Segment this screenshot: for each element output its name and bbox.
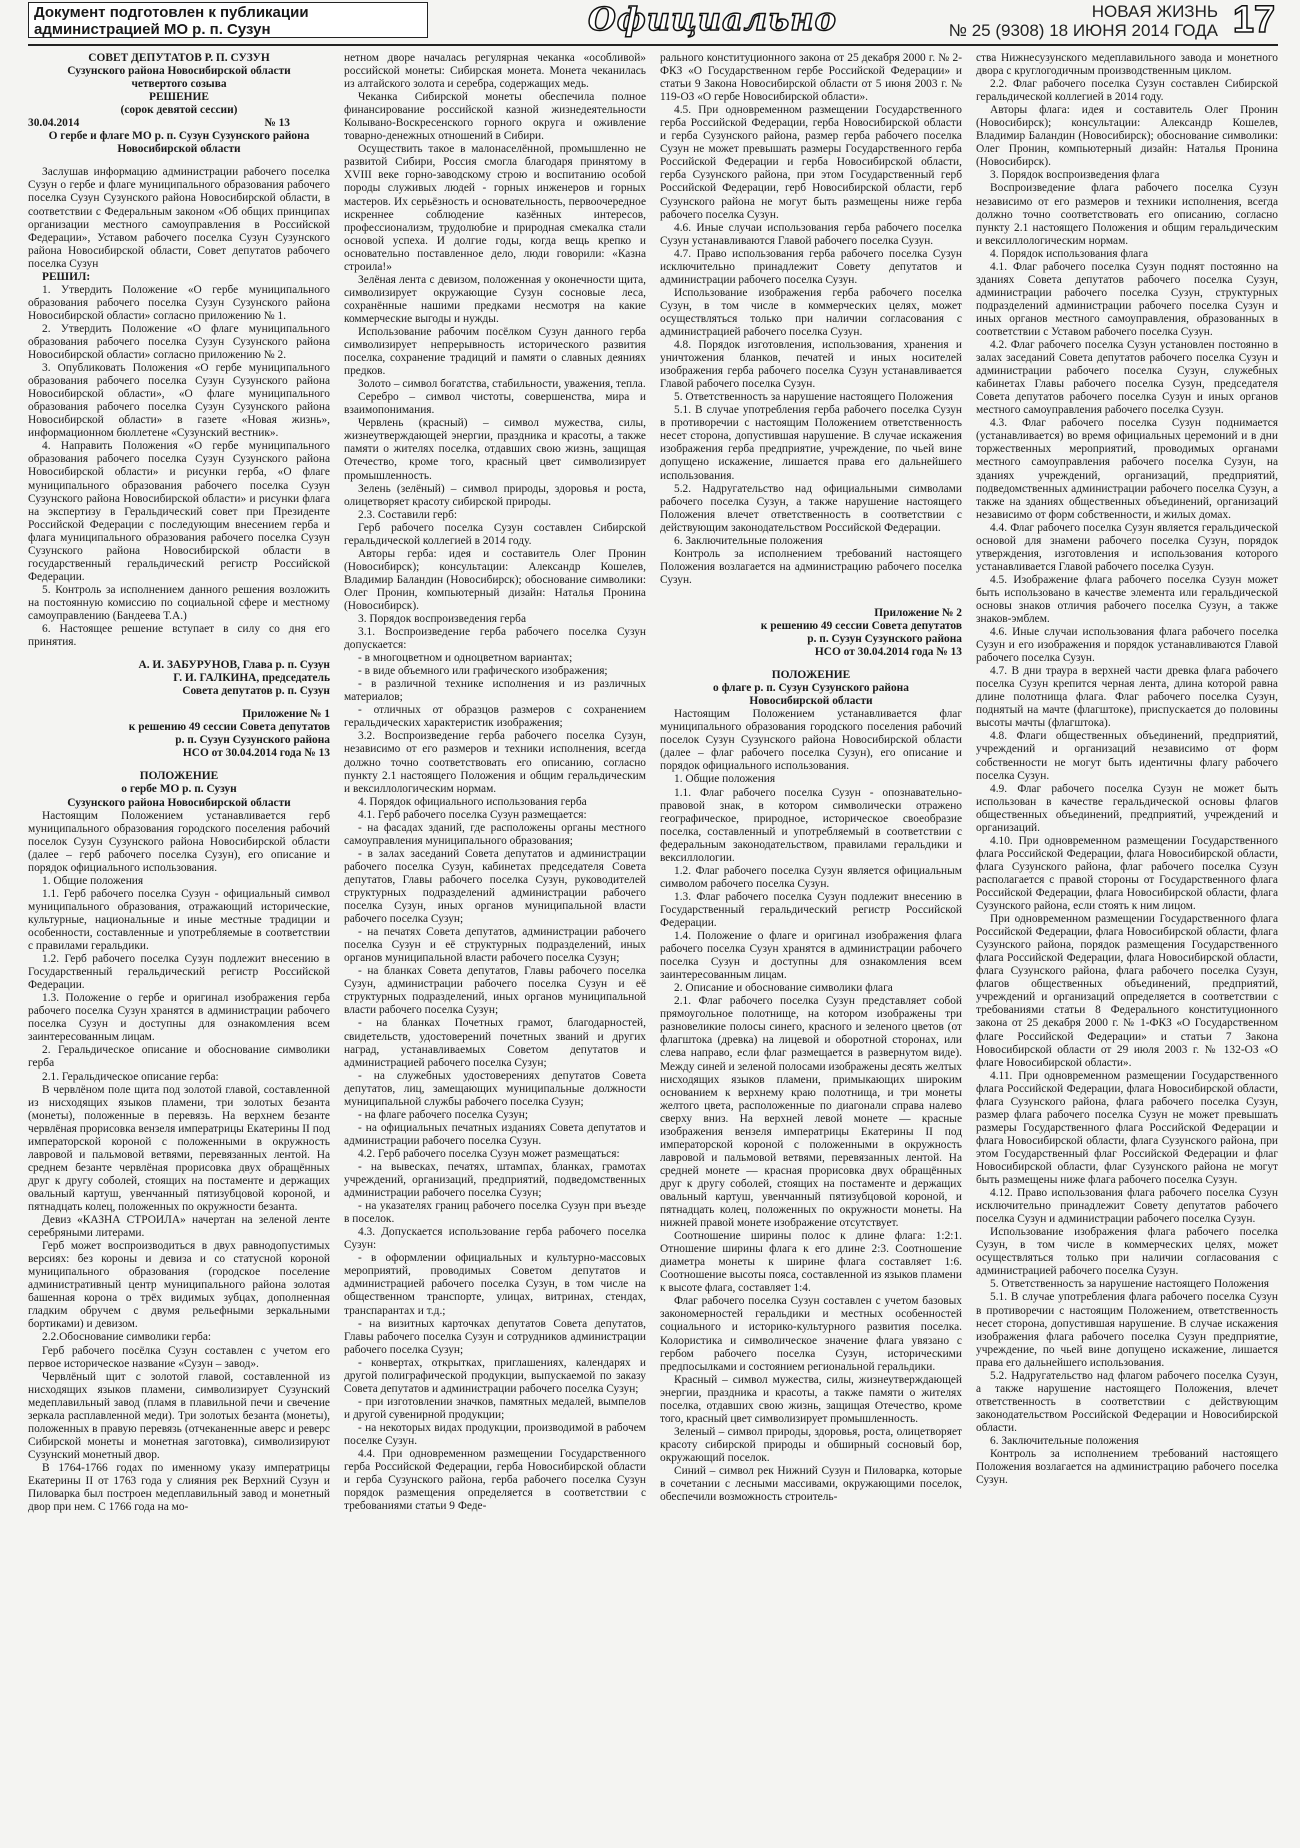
regulation-heading: ПОЛОЖЕНИЕ bbox=[771, 669, 851, 682]
paragraph: 4.2. Герб рабочего поселка Сузун может размещаться: bbox=[358, 1147, 620, 1160]
paragraph: 2.2.Обоснование символики герба: bbox=[42, 1331, 212, 1344]
paragraph: 5.2. Надругательство над флагом рабочего поселка Сузун, а также нарушение настоящего Положения, влечет ответственность в соответствии с действующим законодательством Российской Федерации и Новосибирской области. bbox=[976, 1369, 1278, 1434]
regulation-subtitle: о гербе МО р. п. Сузун bbox=[121, 783, 237, 796]
section-heading: 3. Порядок воспроизведения флага bbox=[990, 169, 1160, 182]
paragraph: Заслушав информацию администрации рабочего поселка Сузун о гербе и флаге муниципального образования рабочего поселка Сузун Сузунского района Новосибирской области, в соответствии с Федеральным законом «Об общих принципах организации местного самоуправления в Российской Федерации», Уставом рабочего поселка Сузун Сузунского района Новосибирской области, Совет депутатов рабочего поселка Сузун bbox=[28, 166, 330, 270]
paragraph: Авторы герба: идея и составитель Олег Пронин (Новосибирск); консультации: Александр Кошелев, Владимир Баландин (Новосибирск); обоснование символики: Олег Пронин, компьютерный дизайн: Наталья Пронина (Новосибирск). bbox=[344, 547, 646, 612]
paragraph: 2.2. Флаг рабочего поселка Сузун составлен Сибирской геральдической коллегией в 2014 году. bbox=[976, 78, 1278, 104]
section-heading: 1. Общие положения bbox=[42, 874, 144, 887]
paragraph: Золото – символ богатства, стабильности, уважения, тепла. bbox=[358, 378, 646, 391]
signature-head: А. И. ЗАБУРУНОВ, Глава р. п. Сузун bbox=[138, 659, 330, 672]
appendix-label: Приложение № 1 bbox=[242, 708, 330, 721]
paragraph: 4.5. Изображение флага рабочего поселка Сузун может быть использовано в качестве элемента или геральдической основы знаков отличия рабочего поселка Сузун, а также знаков-эмблем. bbox=[976, 573, 1278, 626]
section-heading: 2. Геральдическое описание и обоснование символики герба bbox=[28, 1044, 330, 1070]
list-item: - при изготовлении значков, памятных медалей, вымпелов и другой сувенирной продукции; bbox=[344, 1395, 646, 1421]
list-item: - на фасадах зданий, где расположены органы местного самоуправления муниципального образования; bbox=[344, 821, 646, 847]
paragraph: Зелёная лента с девизом, положенная у оконечности щита, символизирует окружающие Сузун сосновые леса, сохранённые нашими предками несмотря на какие коммерческие выгоды и нужды. bbox=[344, 273, 646, 325]
paragraph: Настоящим Положением устанавливается флаг муниципального образования городского поселения рабочий поселок Сузун Сузунского района Новосибирской области (далее – флаг рабочего поселка Сузун), его описание и порядок официального использования. bbox=[660, 708, 962, 773]
paragraph: Зеленый – символ природы, здоровья, роста, олицетворяет красоту сибирской природы и обширный сосновый бор, окружающий поселок. bbox=[660, 1425, 962, 1464]
paragraph: 1.3. Положение о гербе и оригинал изображения герба рабочего поселка Сузун хранятся в администрации рабочего поселка Сузун и доступны для ознакомления всем заинтересованным лицам. bbox=[28, 992, 330, 1044]
paragraph: Серебро – символ чистоты, совершенства, мира и взаимопонимания. bbox=[344, 391, 646, 417]
paragraph: 2.1. Флаг рабочего поселка Сузун представляет собой прямоугольное полотнище, на котором изображены три разновеликие полосы синего, красного и зеленого цветов (от флагштока (древка) на лицевой и оборотной сторонах, или слева направо, если флаг размещается в развернутом виде). Между синей и зеленой полосами изображены десять желтых нисходящих языков пламени, примыкающих широким основанием к верхнему краю полотнища, и три монеты желтого цвета, расположенные по диагонали справа налево сверху вниз. На верхней левой монете — красные изображения вензеля императрицы Екатерины II под императорской короной с положенными в окружность лавровой и пальмовой ветвями, перевязанных лентой. На средней монете — красная прорисовка двух обращённых друг к другу соболей, стоящих на постаменте и держащих овальный картуш, увенчанный пятизубцовой короной, и пятнадцать колец, положенных по окружности монеты. На нижней правой монете изображение отсутствует. bbox=[660, 995, 962, 1230]
list-item: - на визитных карточках депутатов Совета депутатов, Главы рабочего поселка Сузун и сотрудников администрации рабочего поселка Сузун; bbox=[344, 1317, 646, 1356]
paragraph: Девиз «КАЗНА СТРОИЛА» начертан на зеленой ленте серебряными литерами. bbox=[28, 1214, 330, 1240]
paragraph: нетном дворе началась регулярная чеканка «особливой» российской монеты: Сибирская монета. Монета чеканилась из алтайского золота и серебра, содержащих медь. bbox=[344, 52, 646, 91]
paragraph: 4.2. Флаг рабочего поселка Сузун установлен постоянно в залах заседаний Совета депутатов рабочего поселка Сузун и администрации рабочего поселка Сузун, служебных кабинетах Главы рабочего поселка Сузун, председателя Совета депутатов рабочего поселка Сузун и иных органов местного самоуправления рабочего поселка Сузун. bbox=[976, 339, 1278, 417]
paragraph: Использование рабочим посёлком Сузун данного герба символизирует непрерывность исторического развития поселка, сохранение традиций и памяти о славных деяниях предков. bbox=[344, 325, 646, 378]
paragraph: 3. Опубликовать Положения «О гербе муниципального образования рабочего поселка Сузун Сузунского района Новосибирской области», «О флаге муниципального образования рабочего поселка Сузун Сузунского района Новосибирской области» в газете «Новая жизнь», информационном бюллетене «Сузунский вестник». bbox=[28, 362, 330, 440]
column-1 bbox=[28, 52, 330, 1840]
paragraph: Воспроизведение флага рабочего поселка Сузун независимо от его размеров и техники исполнения, всегда должно точно соответствовать его описанию, согласно пункту 2.1 настоящего Положения и общим геральдическим и вексиллологическим нормам. bbox=[976, 182, 1278, 247]
paragraph: 4.4. Флаг рабочего поселка Сузун является геральдической основой для знамени рабочего поселка Сузун, порядок утверждения, изготовления и использования которого устанавливается Главой рабочего поселка Сузун. bbox=[976, 521, 1278, 573]
paragraph: 4.3. Флаг рабочего поселка Сузун поднимается (устанавливается) во время официальных церемоний и в дни торжественных мероприятий, проводимых органами местного самоуправления рабочего поселка Сузун, на зданиях учреждений, организаций, предприятий, подведомственных администрации рабочего поселка Сузун, а также на зданиях общественных объединений, организаций независимо от форм собственности, и жилых домах. bbox=[976, 417, 1278, 521]
section-heading: 5. Ответственность за нарушение настоящего Положения bbox=[990, 1278, 1270, 1291]
list-item: - на бланках Почетных грамот, благодарностей, свидетельств, удостоверений почетных званий и других наград, устанавливаемых Советом депутатов и администрацией рабочего поселка Сузун; bbox=[344, 1017, 646, 1069]
appendix-ref: р. п. Сузун Сузунского района bbox=[175, 734, 330, 747]
paragraph: 1.2. Герб рабочего поселка Сузун подлежит внесению в Государственный геральдический регистр Российской Федерации. bbox=[28, 953, 330, 992]
section-title: Официально bbox=[588, 0, 837, 38]
signature-chair: Г. И. ГАЛКИНА, председатель bbox=[173, 672, 330, 685]
session-label: (сорок девятой сессии) bbox=[120, 104, 238, 117]
paragraph: Контроль за исполнением требований настоящего Положения возлагается на администрацию рабочего поселка Сузун. bbox=[660, 547, 962, 586]
paragraph: 4.10. При одновременном размещении Государственного флага Российской Федерации, флага Новосибирской области, флага Сузунского района, флаг рабочего поселка Сузун располагается с правой стороны от Государственного флага Российской Федерации, флага Новосибирской области, флага Сузунского района, если стоять к ним лицом. bbox=[976, 834, 1278, 913]
appendix-label: Приложение № 2 bbox=[874, 606, 962, 619]
list-item: - на бланках Совета депутатов, Главы рабочего поселка Сузун, администрации рабочего поселка Сузун и её структурных подразделений, иных органов муниципальной власти рабочего поселка Сузун; bbox=[344, 965, 646, 1017]
section-heading: 6. Заключительные положения bbox=[674, 534, 823, 547]
paragraph: 1.1. Флаг рабочего поселка Сузун - опознавательно-правовой знак, в котором символически отражено географическое, природное, историческое своеобразие поселка, составленный и употребляемый в соответствии с федеральным законодательством, правилами геральдики и вексиллологии. bbox=[660, 786, 962, 864]
page-number: 17 bbox=[1232, 0, 1276, 41]
paragraph: 1.4. Положение о флаге и оригинал изображения флага рабочего поселка Сузун хранятся в администрации рабочего поселка Сузун и доступны для ознакомления всем заинтересованным лицам. bbox=[660, 930, 962, 982]
section-heading: 4. Порядок использования флага bbox=[990, 247, 1149, 260]
decision-title: О гербе и флаге МО р. п. Сузун Сузунского района Новосибирской области bbox=[48, 130, 310, 156]
paragraph: 4.8. Порядок изготовления, использования, хранения и уничтожения бланков, печатей и иных носителей изображения герба рабочего поселка Сузун устанавливается Главой рабочего поселка Сузун. bbox=[660, 339, 962, 391]
regulation-subtitle: Новосибирской области bbox=[749, 695, 873, 708]
paragraph: 1.3. Флаг рабочего поселка Сузун подлежит внесению в Государственный геральдический регистр Российской Федерации. bbox=[660, 890, 962, 929]
paragraph: При одновременном размещении Государственного флага Российской Федерации, флага Новосибирской области, флага Сузунского района, порядок размещения Государственного флага Российской Федерации, флага Новосибирской области, флага Сузунского района, флага рабочего поселка Сузун, флагов общественных объединений, предприятий, учреждений и организаций определяется в соответствии с требованиями статьи 8 Федерального конституционного закона от 25 декабря 2000 г. № 1-ФКЗ «О Государственном флаге Российской Федерации» и статьи 7 Закона Новосибирской области от 29 июля 2003 г. № 132-ОЗ «О флаге Новосибирской области». bbox=[976, 913, 1278, 1069]
paragraph: 4.1. Герб рабочего поселка Сузун размещается: bbox=[358, 808, 587, 821]
paragraph: 5.1. В случае употребления герба рабочего поселка Сузун в противоречии с настоящим Положением ответственность несет сторона, допустившая нарушение. В случае искажения изображения герба предприятие, учреждение, по чьей вине допущено искажение, лишается права его дальнейшего использования. bbox=[660, 404, 962, 482]
list-item: - в залах заседаний Совета депутатов и администрации рабочего поселка Сузун, кабинетах председателя Совета депутатов, Главы рабочего поселка Сузун, руководителей структурных подразделений администрации рабочего поселка Сузун, иных органов муниципальной власти рабочего поселка Сузун; bbox=[344, 847, 646, 926]
regulation-heading: ПОЛОЖЕНИЕ bbox=[139, 770, 219, 783]
article-columns bbox=[28, 52, 1278, 1840]
newspaper-name: НОВАЯ ЖИЗНЬ bbox=[1091, 2, 1218, 21]
regulation-subtitle: Сузунского района Новосибирской области bbox=[67, 796, 291, 809]
paragraph: 4.6. Иные случаи использования флага рабочего поселка Сузун и его изображения и порядок устанавливаются Главой рабочего поселка Сузун. bbox=[976, 626, 1278, 665]
column-4 bbox=[976, 52, 1278, 1840]
paragraph: В червлёном поле щита под золотой главой, составленной из нисходящих языков пламени, три золотых безанта (монеты), положенные в перевязь. На верхнем безанте червлёная прорисовка вензеля императрицы Екатерины II под императорской короной с положенными в окружность лавровой и пальмовой ветвями, перевязанных лентой. На среднем безанте червлёная прорисовка двух обращённых друг к другу соболей, стоящих на постаменте и держащих овальный картуш, увенчанный пятизубцовой короной, и пятнадцать колец, положенных по окружности безанта. bbox=[28, 1083, 330, 1213]
list-item: - на флаге рабочего поселка Сузун; bbox=[358, 1108, 529, 1121]
paragraph: 2.1. Геральдическое описание герба: bbox=[42, 1070, 219, 1083]
appendix-ref: НСО от 30.04.2014 года № 13 bbox=[182, 747, 330, 760]
appendix-ref: к решению 49 сессии Совета депутатов bbox=[128, 721, 330, 734]
paragraph: Осуществить такое в малонаселённой, промышленно не развитой Сибири, Россия смогла благодаря принятому в XVIII веке горно-заводскому строю и воспитанию особой породы служивых людей - горных инженеров и горных мастеров. Их серьёзность и основательность, первоочередное искреннее соблюдение казённых интересов, профессионализм, трудолюбие и природная смекалка стали основой успеха. И долгие годы, когда вещь крепко и основательно поставленное дело, люди говорили: «Казна строила!» bbox=[344, 143, 646, 273]
paragraph: 4. Направить Положения «О гербе муниципального образования рабочего поселка Сузун Сузунского района Новосибирской области» и рисунки герба, «О флаге муниципального образования рабочего поселка Сузун Сузунского района Новосибирской области» и рисунки флага на экспертизу в Геральдический совет при Президенте Российской Федерации с последующим внесением герба и флага муниципального образования рабочего поселка Сузун Сузунского района Новосибирской области в государственный геральдический регистр Российской Федерации. bbox=[28, 440, 330, 583]
paragraph: Использование изображения герба рабочего поселка Сузун, в том числе в коммерческих целях, может осуществляться только при наличии согласования с администрацией рабочего поселка Сузун. bbox=[660, 286, 962, 338]
issue-info bbox=[949, 2, 1218, 40]
paragraph: Чеканка Сибирской монеты обеспечила полное финансирование российской казной жизнедеятельности Колывано-Воскресенского горного округа и оживление товарно-денежных отношений в Сибири. bbox=[344, 91, 646, 143]
paragraph: 4.1. Флаг рабочего поселка Сузун поднят постоянно на зданиях Совета депутатов рабочего поселка Сузун, администрации рабочего поселка Сузун, структурных подразделений администрации рабочего поселка Сузун и иных органов местного самоуправления, образованных в соответствии с Уставом рабочего поселка Сузун. bbox=[976, 260, 1278, 338]
paragraph: 3.2. Воспроизведение герба рабочего поселка Сузун, независимо от его размеров и техники исполнения, всегда должно точно соответствовать его описанию, согласно пункту 2.1 настоящего Положения и общим геральдическим и вексиллологическим нормам. bbox=[344, 730, 646, 795]
paragraph: 2. Утвердить Положение «О флаге муниципального образования рабочего поселка Сузун Сузунского района Новосибирской области» согласно приложению № 2. bbox=[28, 322, 330, 362]
resolved-heading: РЕШИЛ: bbox=[42, 270, 91, 283]
list-item: - отличных от образцов размеров с сохранением геральдических характеристик изображения; bbox=[344, 704, 646, 730]
paragraph: Зелень (зелёный) – символ природы, здоровья и роста, олицетворяет красоту сибирской природы. bbox=[344, 482, 646, 508]
decision-meta bbox=[28, 117, 330, 130]
signature-council: Совета депутатов р. п. Сузун bbox=[182, 685, 330, 698]
page-header bbox=[28, 0, 1278, 46]
paragraph: 1.1. Герб рабочего поселка Сузун - официальный символ муниципального образования, отражающий исторические, культурные, национальные и иные местные традиции и особенности, составленные и употребляемые в соответствии с правилами геральдики. bbox=[28, 887, 330, 953]
paragraph: Авторы флага: идея и составитель Олег Пронин (Новосибирск); консультации: Александр Кошелев, Владимир Баландин (Новосибирск); обоснование символики: Олег Пронин, компьютерный дизайн: Наталья Пронина (Новосибирск). bbox=[976, 104, 1278, 169]
paragraph: Контроль за исполнением требований настоящего Положения возлагается на администрацию рабочего поселка Сузун. bbox=[976, 1448, 1278, 1487]
paragraph: Соотношение ширины полос к длине флага: 1:2:1. Отношение ширины флага к его длине 2:3. Соотношение диаметра монеты к ширине флага составляет 1:6. Соотношение высоты пояса, составленной из языков пламени к высоте флага, составляет 1:4. bbox=[660, 1230, 962, 1295]
section-heading: 6. Заключительные положения bbox=[990, 1434, 1139, 1447]
district-name: Сузунского района Новосибирской области bbox=[67, 65, 291, 78]
paragraph: 5. Контроль за исполнением данного решения возложить на постоянную комиссию по социальной сфере и местному самоуправлению (Бандеева Т.А.) bbox=[28, 583, 330, 622]
list-item: - конвертах, открытках, приглашениях, календарях и другой полиграфической продукции, выпускаемой по заказу Совета депутатов и администрации рабочего поселка Сузун; bbox=[344, 1356, 646, 1395]
paragraph: Использование изображения флага рабочего поселка Сузун, в том числе в коммерческих целях, может осуществляться только при наличии согласования с администрацией рабочего поселка Сузун. bbox=[976, 1226, 1278, 1278]
list-item: - на печатях Совета депутатов, администрации рабочего поселка Сузун и её структурных подразделений, иных органов муниципальной власти рабочего поселка Сузун; bbox=[344, 926, 646, 965]
section-heading: 2. Описание и обоснование символики флага bbox=[674, 982, 893, 995]
list-item: - в оформлении официальных и культурно-массовых мероприятий, проводимых Советом депутатов и администрацией рабочего поселка Сузун, в том числе на общественном транспорте, улицах, витринах, стендах, транспарантах и т.д.; bbox=[344, 1252, 646, 1317]
paragraph: 2.3. Составили герб: bbox=[358, 508, 458, 521]
convocation: четвертого созыва bbox=[131, 78, 227, 91]
paragraph: Синий – символ рек Нижний Сузун и Пиловарка, которые в сочетании с лесными массивами, окружающими поселок, обеспечили возможность строитель- bbox=[660, 1464, 962, 1504]
section-heading: 3. Порядок воспроизведения герба bbox=[358, 613, 527, 626]
section-heading: 1. Общие положения bbox=[674, 773, 776, 786]
paragraph: 5.2. Надругательство над официальными символами рабочего поселка Сузун, а также нарушение настоящего Положения влечет ответственность в соответствии с действующим законодательством Российской Федерации. bbox=[660, 482, 962, 534]
paragraph: 4.5. При одновременном размещении Государственного герба Российской Федерации, герба Новосибирской области и герба Сузунского района, размер герба рабочего поселка Сузун не может превышать размеры Государственного герба Российской Федерации и герба Новосибирской области, герба Сузунского района, при этом Государственный герб Российской Федерации, герб Новосибирской области, герб Сузунского района не могут быть размещены ниже герба рабочего поселка Сузун. bbox=[660, 104, 962, 221]
list-item: - в виде объемного или графического изображения; bbox=[358, 665, 608, 678]
paragraph: 4.12. Право использования флага рабочего поселка Сузун исключительно принадлежит Совету депутатов рабочего поселка Сузун и администрации рабочего поселка Сузун. bbox=[976, 1187, 1278, 1226]
section-heading: 5. Ответственность за нарушение настоящего Положения bbox=[674, 391, 954, 404]
decision-number: № 13 bbox=[264, 117, 290, 130]
appendix-ref: р. п. Сузун Сузунского района bbox=[807, 633, 962, 646]
publication-note: Документ подготовлен к публикации администрацией МО р. п. Сузун bbox=[28, 2, 428, 38]
decision-date: 30.04.2014 bbox=[28, 117, 80, 130]
paragraph: 4.4. При одновременном размещении Государственного герба Российской Федерации, герба Новосибирской области и герба Сузунского района, герба рабочего поселка Сузун порядок размещения определяется в соответствии с требованиями статьи 9 Феде- bbox=[344, 1448, 646, 1513]
appendix-ref: к решению 49 сессии Совета депутатов bbox=[760, 619, 962, 632]
list-item: - в различной технике исполнения и из различных материалов; bbox=[344, 678, 646, 704]
paragraph: Настоящим Положением устанавливается герб муниципального образования городского поселения рабочий поселок Сузун Сузунского района Новосибирской области (далее – герб рабочего поселка Сузун), его описание и порядок официального использования. bbox=[28, 809, 330, 874]
section-heading: 4. Порядок официального использования герба bbox=[358, 795, 587, 808]
appendix-ref: НСО от 30.04.2014 года № 13 bbox=[814, 646, 962, 659]
regulation-subtitle: о флаге р. п. Сузун Сузунского района bbox=[713, 682, 909, 695]
council-name: СОВЕТ ДЕПУТАТОВ Р. П. СУЗУН bbox=[88, 52, 270, 64]
list-item: - на служебных удостоверениях депутатов Совета депутатов, лиц, замещающих муниципальные должности муниципальной службы рабочего поселка Сузун; bbox=[344, 1069, 646, 1108]
paragraph: Флаг рабочего поселка Сузун составлен с учетом базовых закономерностей геральдики и местных особенностей социального и историко-культурного развития поселка. Колористика и символическое значение флага увязано с гербом рабочего поселка Сузун, историческими предпосылками и состоянием региональной геральдики. bbox=[660, 1295, 962, 1373]
paragraph: 4.9. Флаг рабочего поселка Сузун не может быть использован в качестве геральдической основы флагов общественных объединений, предприятий, учреждений и организаций. bbox=[976, 782, 1278, 834]
list-item: - на указателях границ рабочего поселка Сузун при въезде в поселок. bbox=[344, 1200, 646, 1226]
paragraph: 4.11. При одновременном размещении Государственного флага Российской Федерации, флага Новосибирской области, флага Сузунского района, флага рабочего поселка Сузун, размер флага рабочего поселка Сузун не может превышать размеры Государственного флага Российской Федерации и флага Новосибирской области, флага Сузунского района, при этом Государственный флаг Российской Федерации и флаг Новосибирской области, флаг Сузунского района не могут быть размещены ниже флага рабочего поселка Сузун. bbox=[976, 1069, 1278, 1187]
list-item: - на некоторых видах продукции, производимой в рабочем поселке Сузун. bbox=[344, 1421, 646, 1447]
list-item: - в многоцветном и одноцветном вариантах; bbox=[358, 652, 573, 665]
list-item: - на вывесках, печатях, штампах, бланках, грамотах учреждений, организаций, предприятий, подведомственных администрации рабочего поселка Сузун; bbox=[344, 1160, 646, 1200]
paragraph: 3.1. Воспроизведение герба рабочего поселка Сузун допускается: bbox=[344, 626, 646, 652]
paragraph: Герб рабочего посёлка Сузун составлен с учетом его первое историческое название «Сузун – завод». bbox=[28, 1344, 330, 1370]
doc-type: РЕШЕНИЕ bbox=[149, 91, 209, 104]
paragraph: 4.3. Допускается использование герба рабочего поселка Сузун: bbox=[344, 1226, 646, 1252]
column-2 bbox=[344, 52, 646, 1840]
paragraph: рального конституционного закона от 25 декабря 2000 г. № 2-ФКЗ «О Государственном гербе Российской Федерации» и статьи 9 Закона Новосибирской области от 5 июня 2003 г. № 119-ОЗ «О гербе Новосибирской области». bbox=[660, 52, 962, 104]
paragraph: Герб может воспроизводиться в двух равнодопустимых версиях: без короны и девиза и со статусной короной муниципального образования (городское поселение административный центр муниципального района золотая башенная корона о трёх видимых зубцах, дополненная гладким обручем с двумя рельефными зеркальными бортиками) и девизом. bbox=[28, 1240, 330, 1331]
paragraph: 4.6. Иные случаи использования герба рабочего поселка Сузун устанавливаются Главой рабочего поселка Сузун. bbox=[660, 221, 962, 247]
paragraph: Червлёный щит с золотой главой, составленной из нисходящих языков пламени, символизирует Сузунский медеплавильный завод (пламя в плавильной печи и свечение зеркала расплавленной меди). Три золотых безанта (монеты), положенных в правую перевязь (отчеканенные аверс и реверс Сибирской монеты и монетная заготовка), символизируют Сузунский монетный двор. bbox=[28, 1370, 330, 1461]
paragraph: Червлень (красный) – символ мужества, силы, жизнеутверждающей энергии, праздника и красоты, а также памяти о жителях поселка, отдавших свою жизнь, защищая Отечество, кроме того, красный цвет символизирует промышленность. bbox=[344, 417, 646, 482]
paragraph: 6. Настоящее решение вступает в силу со дня его принятия. bbox=[28, 623, 330, 649]
column-3 bbox=[660, 52, 962, 1840]
issue-number-date: № 25 (9308) 18 ИЮНЯ 2014 ГОДА bbox=[948, 21, 1218, 40]
paragraph: ства Нижнесузунского медеплавильного завода и монетного двора с круглогодичным производственным циклом. bbox=[976, 52, 1278, 78]
paragraph: В 1764-1766 годах по именному указу императрицы Екатерины II от 1763 года у слияния рек Верхний Сузун и Пиловарка был построен медеплавильный завод и монетный двор при нем. С 1766 года на мо- bbox=[28, 1461, 330, 1514]
paragraph: 1. Утвердить Положение «О гербе муниципального образования рабочего поселка Сузун Сузунского района Новосибирской области» согласно приложению № 1. bbox=[28, 283, 330, 322]
paragraph: Герб рабочего поселка Сузун составлен Сибирской геральдической коллегией в 2014 году. bbox=[344, 521, 646, 547]
paragraph: 4.8. Флаги общественных объединений, предприятий, учреждений и организаций независимо от форм собственности не могут быть идентичны флагу рабочего поселка Сузун. bbox=[976, 730, 1278, 782]
paragraph: 5.1. В случае употребления флага рабочего поселка Сузун в противоречии с настоящим Положением, ответственность несет сторона, допустившая нарушение. В случае искажения изображения флага рабочего поселка Сузун предприятие, учреждение, по чьей вине допущено искажение, лишается права его дальнейшего использования. bbox=[976, 1291, 1278, 1369]
paragraph: 1.2. Флаг рабочего поселка Сузун является официальным символом рабочего поселка Сузун. bbox=[660, 864, 962, 890]
paragraph: 4.7. Право использования герба рабочего поселка Сузун исключительно принадлежит Совету депутатов и администрации рабочего поселка Сузун. bbox=[660, 247, 962, 286]
paragraph: 4.7. В дни траура в верхней части древка флага рабочего поселка Сузун крепится черная лента, длина которой равна длине полотнища флага. Флаг рабочего поселка Сузун, поднятый на мачте (флагштоке), приспускается до половины высоты мачты (флагштока). bbox=[976, 665, 1278, 730]
paragraph: Красный – символ мужества, силы, жизнеутверждающей энергии, праздника и красоты, а также памяти о жителях поселка, отдавших свою жизнь, защищая Отечество, кроме того, красный цвет символизирует промышленность. bbox=[660, 1373, 962, 1425]
list-item: - на официальных печатных изданиях Совета депутатов и администрации рабочего поселка Сузун. bbox=[344, 1121, 646, 1147]
